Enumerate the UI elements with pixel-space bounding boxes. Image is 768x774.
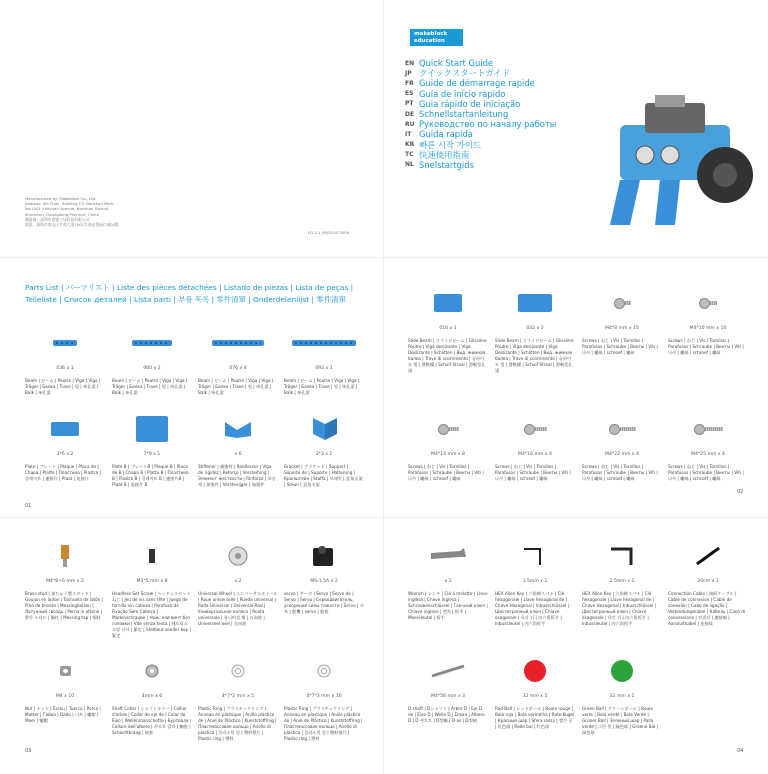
language-title: 快速使用指南	[419, 149, 470, 160]
page-divider-middle	[0, 517, 768, 518]
part-item	[198, 408, 278, 488]
shaft-collar-icon	[112, 650, 192, 692]
part-item	[408, 282, 488, 374]
part-quantity: MS-1.5A x 2	[310, 579, 338, 584]
plastic-ring-3mm-icon	[284, 650, 364, 692]
part-name: Headless Set Screw | ヘッドレスセットねじ | Jeu de vis sans tête | Juego de tornillo sin cabeza | Parafuso de Fixação Sem Cabeça | Madenschraube | Нож. ной винт без головки | Vite senza testa | 헤드리스 고정 나사 | 緊定 | Stelbout zonder kop | 緊定	[112, 591, 191, 638]
screw-m4x16-icon	[495, 408, 575, 450]
part-name: Beam | ビーム | Poutre | Viga | Viga | Träger | Балка | Trave | 빔 | 单孔梁 | Balk | 单孔梁	[112, 378, 188, 395]
servo-icon	[284, 535, 364, 577]
part-quantity: 4*7*3 mm x 10	[306, 694, 342, 699]
part-name: Plastic Ring | プラスチックリング | Anneau en plastique | Anillo plástico de | Anel de Plástico | Kunststoffring | Пластмассовое кольцо | Anello di plastica | 플라스틱 링 | 塑料墊片 | Plastic ring | 塑料	[198, 706, 277, 741]
logo-line2: education	[414, 37, 445, 44]
robot-illustration	[600, 85, 760, 235]
language-title: 빠른 시작 가이드	[419, 139, 481, 150]
part-quantity: 016 x 1	[439, 326, 457, 331]
language-title: Руководство по началу работы	[419, 119, 557, 130]
part-item	[112, 322, 192, 396]
part-quantity: 032 x 2	[526, 326, 544, 331]
beam-036-icon	[25, 322, 105, 364]
part-name: servo | サーボ | Servo | Servo de | Servo | Servo | Серводвигатель, ускорение силы тяжести | Servo | 서보 | 舵機 | servo | 舵机	[284, 591, 364, 614]
page-number-4: 04	[737, 748, 744, 754]
part-item	[582, 535, 662, 627]
part-name: Red Ball | レッドボール | Boule rouge | Bola roja | Bola vermelha | Rote Kugel | Красный шар | Sfera rossa | 빨간 공 | 紅色球 | Rode bal | 红色球	[495, 706, 575, 729]
language-row	[405, 150, 556, 160]
part-quantity: 092 x 1	[315, 366, 333, 371]
part-item	[495, 650, 575, 730]
part-name: Plate B | プレートB | Plaque B | Placa de B | Chapa B | Platte B | Пластина B | Piastra B | 플레이트 B | 連接片B | Plaat B | 连接片 B	[112, 464, 189, 487]
part-quantity: M3*5 mm x 8	[136, 579, 168, 584]
language-code: DE	[405, 110, 415, 118]
screw-m4x22-icon	[582, 408, 662, 450]
page-number-2: 02	[737, 489, 744, 495]
part-item	[284, 650, 364, 742]
part-name: Slide Beam | スライドビーム | Glissière Poutre | Viga deslizante | Viga Deslizante | Schlitten | Вид. жимная балка | Trave di scorrimento | 슬라이드 빔 | 滑軌樑 | Schuif Straal | 滑軌型孔梁	[408, 338, 487, 373]
part-quantity: x 1	[444, 579, 452, 584]
screw-m4x10-icon	[668, 282, 748, 324]
makeblock-logo	[410, 29, 463, 46]
language-row	[405, 99, 556, 109]
slide-beam-32-icon	[495, 282, 575, 324]
screw-m4x8-icon	[582, 282, 662, 324]
language-title: Guida rapida	[419, 129, 473, 140]
part-name: Universal Wheel | ユニバーサルホイール | Roue universelle | Rueda universal | Roda Universal | Universal-Rad | Универсальное колесо | Ruota universale | 유니버설 휠 | 万向轮 | Universeel wiel | 全向轮	[198, 591, 278, 626]
part-name: Screws | ねじ | Vis | Tornillos | Parafusos | Schraube | Винты | Viti | 나사 | 螺絲 | schroef | 螺絲	[582, 338, 658, 355]
part-item	[408, 650, 488, 724]
part-name: Slide Beam | スライドビーム | Glissière Poutre | Viga deslizante | Viga Deslizante | Schlitten | Вид. жимная балка | Trave di scorrimento | 슬라이드 빔 | 滑軌樑 | Schuif Straal | 滑軌型孔梁	[495, 338, 574, 373]
part-name: Screws | ねじ | Vis | Tornillos | Parafusos | Schraube | Винты | Viti | 나사 | 螺絲 | schroef | 螺絲	[408, 464, 484, 481]
language-code: KR	[405, 141, 415, 149]
bracket-icon	[284, 408, 364, 450]
language-code: RU	[405, 120, 415, 128]
language-row	[405, 160, 556, 170]
beam-060-icon	[112, 322, 192, 364]
part-quantity: 4mm x 6	[141, 694, 163, 699]
part-item	[582, 282, 662, 356]
part-item	[582, 650, 662, 736]
manufacturer-line: No.1001 Xueyuan Avenue, Nanshan District,	[25, 206, 110, 212]
language-code: JP	[405, 69, 412, 77]
part-item	[198, 650, 278, 742]
part-item	[495, 282, 575, 374]
beam-092-icon	[284, 322, 364, 364]
plate-7x9-icon	[112, 408, 192, 450]
part-item	[408, 535, 488, 621]
manufacturer-line: Shenzhen, Guangdong Province, China	[25, 211, 99, 217]
part-item	[112, 650, 192, 736]
red-ball-icon	[495, 650, 575, 692]
part-item	[198, 322, 278, 396]
beam-076-icon	[198, 322, 278, 364]
language-code: EN	[405, 59, 415, 67]
part-name: Beam | ビーム | Poutre | Viga | Viga | Träger | Балка | Trave | 빔 | 单孔梁 | Balk | 单孔梁	[25, 378, 101, 395]
screw-m4x25-icon	[668, 408, 748, 450]
part-name: Screws | ねじ | Vis | Tornillos | Parafusos | Schraube | Винты | Viti | 나사 | 螺絲 | schroef | 螺絲	[668, 464, 744, 481]
part-name: Bracket | ブラケット | Support | Soporte de | Suporte | Halterung | Кронштейн | Staffa | 브래킷 | 直角支架 | Steun | 直角支架	[284, 464, 363, 487]
part-item	[668, 282, 748, 356]
part-item	[495, 535, 575, 627]
part-quantity: x 2	[234, 579, 242, 584]
language-title: Schnellstartanleitung	[419, 109, 509, 120]
part-quantity: 060 x 2	[143, 366, 161, 371]
page-divider-vertical	[383, 0, 384, 774]
part-name: Screws | ねじ | Vis | Tornillos | Parafusos | Schraube | Винты | Viti | 나사 | 螺絲 | schroef | 螺絲	[582, 464, 658, 481]
part-name: Screws | ねじ | Vis | Tornillos | Parafusos | Schraube | Винты | Viti | 나사 | 螺絲 | schroef | 螺絲	[495, 464, 571, 481]
part-name: Connection Cable | 接続ケーブル | Câble de connexion | Cable de conexión | Cabo de ligação | Verbindungskabel | Кабель | Cavo di connessione | 연결선 | 連接線 | Aansluitkabel | 连接线	[668, 591, 746, 626]
manufacturer-line: 地址：深圳市南山区学苑大道1001号南山智园C3栋4楼	[25, 222, 119, 228]
part-name: Brass stud | 真ちゅう製スタッド | Goujon en laiton | Tachuela de latón | Pino de bronze | Messingbolzen | Латунный гвоздь | Perno in ottone | 황동 스터드 | 銅柱 | Messing tap | 铜柱	[25, 591, 104, 620]
plastic-ring-2mm-icon	[198, 650, 278, 692]
part-item	[582, 408, 662, 482]
language-row	[405, 68, 556, 78]
part-item	[284, 322, 364, 396]
part-item	[284, 408, 364, 488]
part-quantity: M4*14 mm x 8	[430, 452, 465, 457]
brass-stud-icon	[25, 535, 105, 577]
manufacturer-line: Manufactured by: Makeblock Co., Ltd.	[25, 196, 97, 201]
part-quantity: 036 x 1	[56, 366, 74, 371]
part-item	[198, 535, 278, 627]
part-name: Screws | ねじ | Vis | Tornillos | Parafusos | Schraube | Винты | Viti | 나사 | 螺絲 | schroef | 螺絲	[668, 338, 744, 355]
language-code: IT	[405, 130, 412, 138]
part-quantity: 4*7*2 mm x 5	[221, 694, 255, 699]
green-ball-icon	[582, 650, 662, 692]
manufacturer-info	[25, 196, 185, 227]
hex-key-2-5-icon	[582, 535, 662, 577]
part-item	[668, 535, 748, 627]
part-name: Beam | ビーム | Poutre | Viga | Viga | Träger | Балка | Trave | 빔 | 单孔梁 | Balk | 单孔梁	[198, 378, 274, 395]
part-name: HEX Allen Key | 六角棒スパナ | Clé hexagonale | Llave hexagonal de | Chave Hexagonal | Inbusschlüssel | Шестигранный ключ | Chiave esagonale | 육각 키 | 內六角扳手 | Inbussleutel | 内六角扳手	[495, 591, 570, 626]
language-title: Snelstartgids	[419, 159, 474, 170]
part-item	[112, 408, 192, 488]
part-name: Stiffener | 補強材 | Raidisseur | Viga de rigidez | Reforço | Versteifung | Элемент жесткости | Rinforzo | 보강재 | 加強件 | Verstevijger | 加强件	[198, 464, 276, 487]
hex-key-1-5-icon	[495, 535, 575, 577]
language-row	[405, 109, 556, 119]
language-row	[405, 78, 556, 88]
part-quantity: 1.5mm x 1	[522, 579, 548, 584]
language-title: Guía de inicio rápido	[419, 88, 506, 99]
parts-list-title: Parts List | パーツリスト | Liste des pièces détachées | Listado de piezas | Lista de peças | Teileliste | Список деталей | Lista parti | 부품 목록 | 零件清單 | Onderdelenlijst | 零件清單	[25, 283, 354, 304]
part-quantity: M4*25 mm x 4	[690, 452, 725, 457]
part-item	[112, 535, 192, 639]
version-code: D1.1.1_K0010473000	[308, 230, 350, 235]
part-item	[408, 408, 488, 482]
part-item	[25, 408, 105, 482]
language-title: クイックスタートガイド	[419, 68, 510, 79]
nut-icon	[25, 650, 105, 692]
part-name: Wrench | レンチ | Clé à molette | Llave inglesa | Chave Inglesa | Schraubenschlüssel | Гаечный ключ | Chiave inglese | 렌치 | 扳手 | Moersleutel | 扳手	[408, 591, 488, 620]
universal-wheel-icon	[198, 535, 278, 577]
page-number-3: 03	[25, 748, 32, 754]
part-name: Beam | ビーム | Poutre | Viga | Viga | Träger | Балка | Trave | 빔 | 单孔梁 | Balk | 单孔梁	[284, 378, 360, 395]
part-quantity: 076 x 4	[229, 366, 247, 371]
part-quantity: x 6	[234, 452, 242, 457]
manufacturer-line: 制造商：深圳市创客工场科技有限公司	[25, 216, 90, 222]
part-quantity: 2.5mm x 1	[609, 579, 635, 584]
screw-m4x14-icon	[408, 408, 488, 450]
manufacturer-line: Address: 4th Floor, Building C3, Nanshan iPark,	[25, 201, 115, 207]
logo-line1: makeblock	[414, 31, 448, 37]
part-item	[668, 408, 748, 482]
part-name: Plastic Ring | プラスチックリング | Anneau en plastique | Anillo plástico de | Anel de Plástico | Kunststoffring | Пластмассовое кольцо | Anello di plastica | 플라스틱 링 | 塑料墊片 | Plastic ring | 塑料	[284, 706, 363, 741]
slide-beam-16-icon	[408, 282, 488, 324]
part-quantity: M4*10 mm x 10	[689, 326, 727, 331]
part-quantity: 7*9 x 1	[143, 452, 161, 457]
d-shaft-icon	[408, 650, 488, 692]
language-code: TC	[405, 151, 414, 159]
part-quantity: 20cm x 1	[697, 579, 719, 584]
part-quantity: 32 mm x 1	[609, 694, 635, 699]
part-quantity: M4*56 mm x 3	[430, 694, 465, 699]
part-item	[25, 535, 105, 621]
part-quantity: M4*16 mm x 4	[517, 452, 552, 457]
language-code: NL	[405, 161, 414, 169]
language-title: Guide de démarrage rapide	[419, 78, 535, 89]
language-title: Guia rápido de iniciação	[419, 98, 521, 109]
part-name: D shaft | Dシャフト | Arbre D | Eje D de | Eixo D | Welle D | D-вал | Albero D | D 샤프트 | D型軸 | D-as | D型轴	[408, 706, 485, 723]
language-code: PT	[405, 100, 414, 108]
part-item	[25, 322, 105, 396]
part-item	[284, 535, 364, 615]
part-quantity: M4*22 mm x 4	[604, 452, 639, 457]
part-name: HEX Allen Key | 六角棒スパナ | Clé hexagonale | Llave hexagonal de | Chave Hexagonal | Inbusschlüssel | Шестигранный ключ | Chiave esagonale | 육각 키 | 內六角扳手 | Inbussleutel | 内六角扳手	[582, 591, 657, 626]
part-quantity: 3*3 x 1	[315, 452, 333, 457]
part-name: Green Ball | グリーンボール | Boule verte | Bola verde | Bola Verde | Grüner Ball | Зеленый шар | Palla verde | 그린 볼 | 綠色球 | Groene Bal | 绿色球	[582, 706, 659, 735]
stiffener-icon	[198, 408, 278, 450]
part-quantity: M4*8+6 mm x 2	[46, 579, 84, 584]
language-row	[405, 119, 556, 129]
wrench-icon	[408, 535, 488, 577]
part-name: Nut | ナット | Écrou | Tuerca | Porca | Mutter | Гайка | Dado | 너트 | 螺帽 | Moer | 螺帽	[25, 706, 101, 723]
language-row	[405, 89, 556, 99]
part-item	[495, 408, 575, 482]
part-name: Shaft Collar | シャフトカラー | Collier d'arbre | Collar de eje de | Colar do Eixo | Wellenmanschette | Буртвала | Collare dell'albero | 샤프트 칼라 | 軸套 | Schachtkraag | 轴套	[112, 706, 192, 735]
language-list	[405, 58, 556, 170]
part-quantity: M4 x 10	[55, 694, 75, 699]
language-code: ES	[405, 90, 414, 98]
part-name: Plate | プレート | Plaque | Placa de | Chapa | Platte | Пластина | Piastra | 플레이트 | 連接片 | Plaat | 连接片	[25, 464, 101, 481]
language-title: Quick Start Guide	[419, 58, 494, 69]
part-quantity: M4*8 mm x 15	[604, 326, 639, 331]
part-item	[25, 650, 105, 724]
page-number-1: 01	[25, 503, 32, 509]
part-quantity: 32 mm x 1	[522, 694, 548, 699]
connection-cable-icon	[668, 535, 748, 577]
plate-3x6-icon	[25, 408, 105, 450]
language-code: FR	[405, 79, 414, 87]
set-screw-icon	[112, 535, 192, 577]
page-divider-top	[0, 257, 768, 258]
part-quantity: 3*6 x 2	[56, 452, 74, 457]
